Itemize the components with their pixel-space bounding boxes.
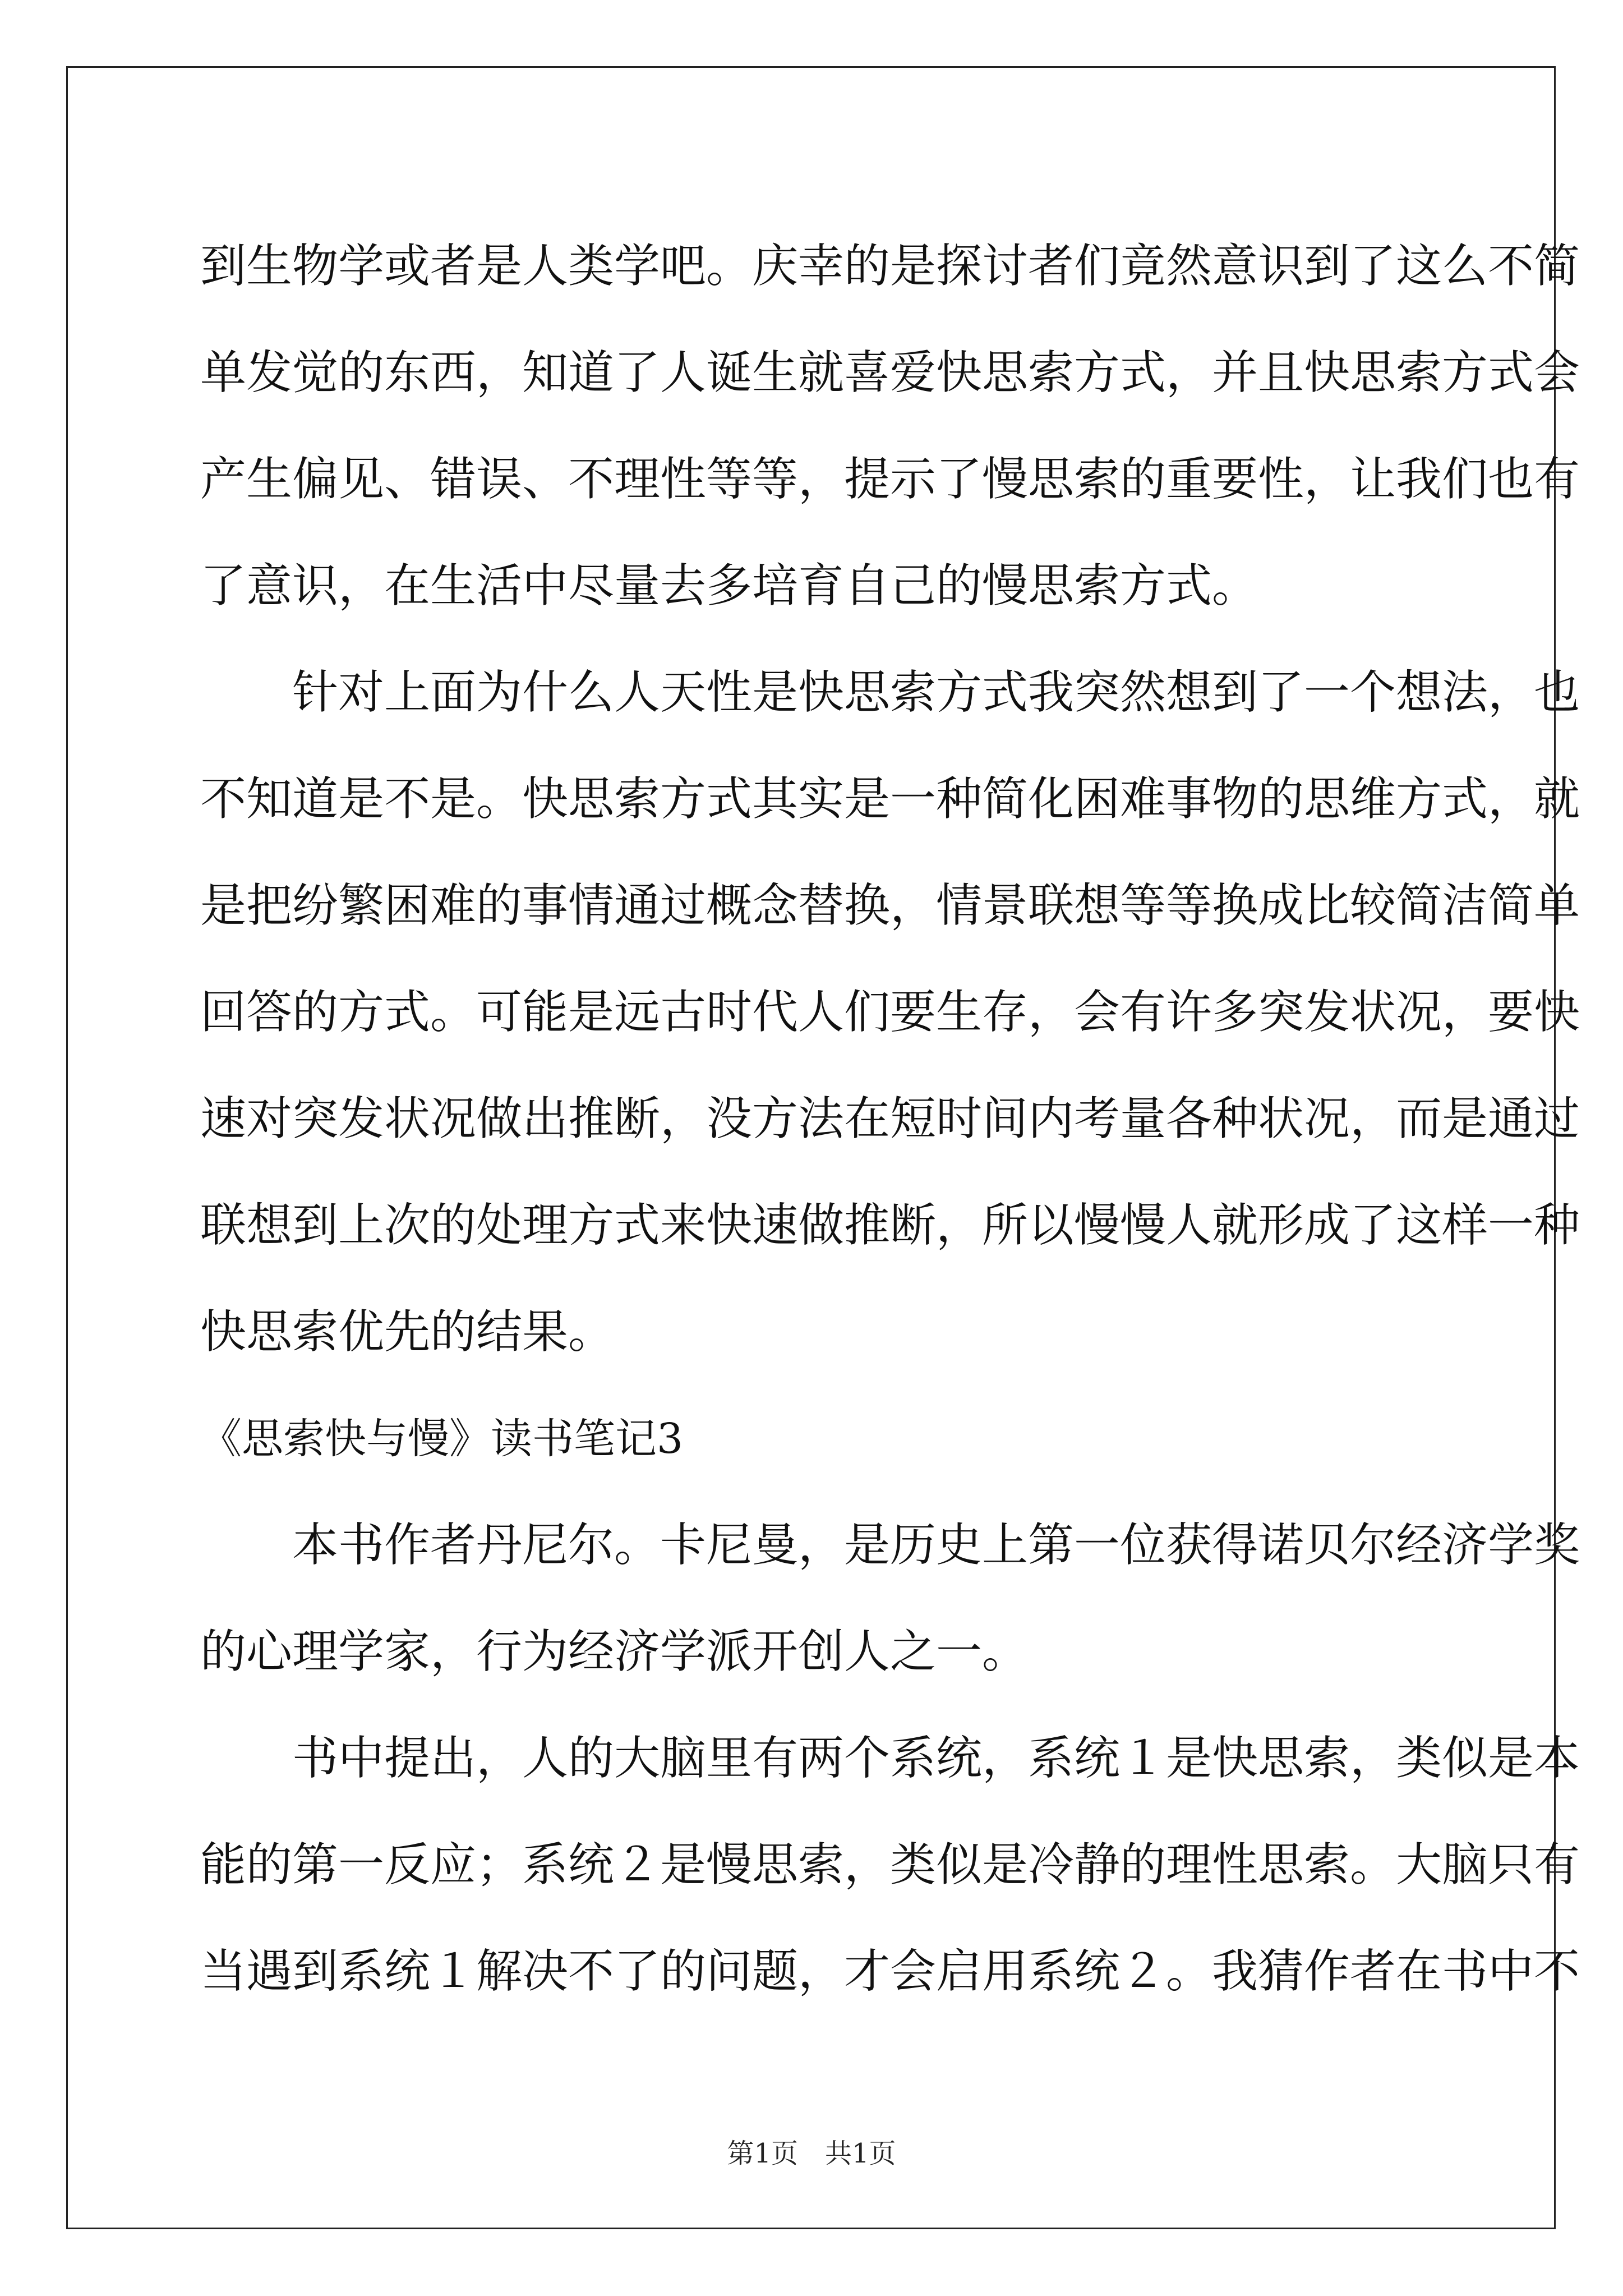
- text-line: 快思索优先的结果。: [200, 1305, 615, 1359]
- text-line: 针对上面为什么人天性是快思索方式我突然想到了一个想法，也: [200, 666, 1580, 719]
- document-body: [200, 213, 1580, 2025]
- text-line: 是把纷繁困难的事情通过概念替换，情景联想等等换成比较简洁简单: [200, 879, 1580, 932]
- text-line: 不知道是不是。快思索方式其实是一种简化困难事物的思维方式，就: [200, 772, 1580, 826]
- text-line: 到生物学或者是人类学吧。庆幸的是探讨者们竟然意识到了这么不简: [200, 240, 1580, 293]
- text-line: 能的第一反应；系统２是慢思索，类似是冷静的理性思索。大脑只有: [200, 1838, 1580, 1892]
- text-line: 书中提出，人的大脑里有两个系统，系统１是快思索，类似是本: [200, 1732, 1580, 1785]
- text-line: 了意识，在生活中尽量去多培育自己的慢思索方式。: [200, 559, 1258, 613]
- text-line: 回答的方式。可能是远古时代人们要生存，会有许多突发状况，要快: [200, 986, 1580, 1039]
- text-line: 产生偏见、错误、不理性等等，提示了慢思索的重要性，让我们也有: [200, 453, 1580, 506]
- text-line: 的心理学家，行为经济学派开创人之一。: [200, 1625, 1029, 1678]
- text-line: 联想到上次的处理方式来快速做推断，所以慢慢人就形成了这样一种: [200, 1199, 1580, 1252]
- text-line: 单发觉的东西，知道了人诞生就喜爱快思索方式，并且快思索方式会: [200, 346, 1580, 399]
- page-number-footer: 第1页 共1页: [727, 2138, 896, 2169]
- text-line: 本书作者丹尼尔。卡尼曼，是历史上第一位获得诺贝尔经济学奖: [200, 1519, 1580, 1572]
- text-line: 速对突发状况做出推断，没方法在短时间内考量各种状况，而是通过: [200, 1092, 1580, 1145]
- text-line: 当遇到系统１解决不了的问题，才会启用系统２。我猜作者在书中不: [200, 1945, 1580, 1998]
- section-heading: 《思索快与慢》读书笔记3: [200, 1415, 684, 1463]
